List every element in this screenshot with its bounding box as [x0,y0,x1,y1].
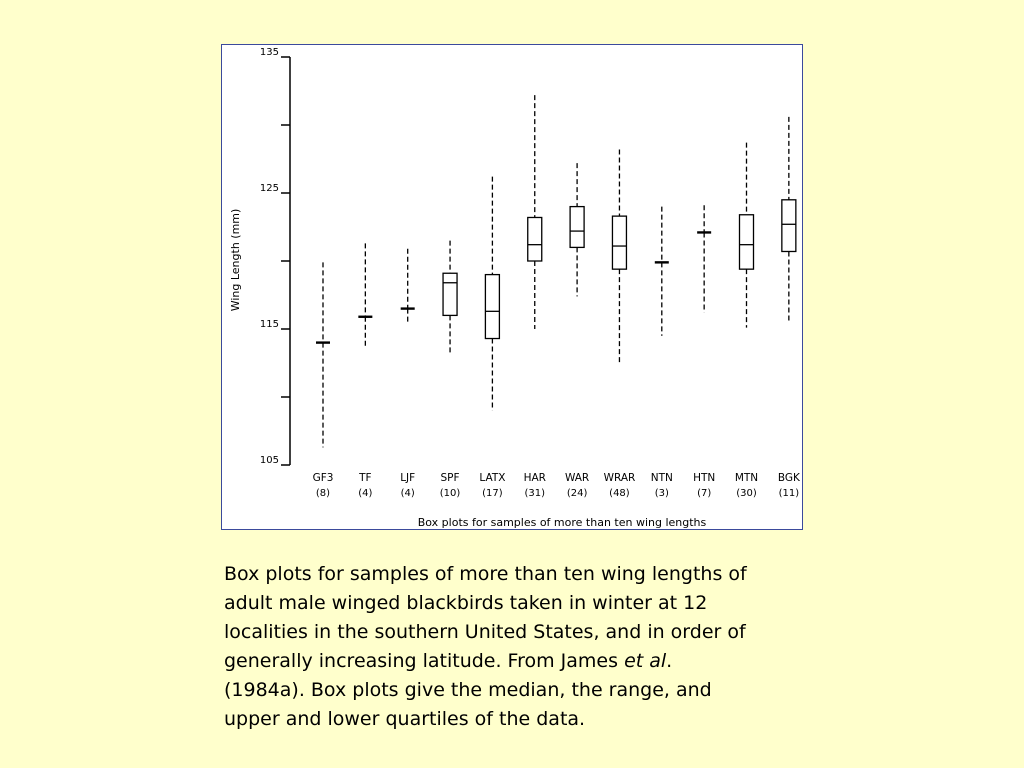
category-label: HAR [523,472,546,484]
sample-size-label: (48) [609,488,630,499]
box-iqr [570,207,584,248]
sample-size-label: (10) [439,488,461,499]
category-label: MTN [734,472,759,484]
caption-line [224,647,814,676]
y-tick-label: 115 [259,319,279,330]
y-tick-label: 105 [259,455,279,466]
box-iqr [782,200,796,252]
sample-size-label: (24) [566,488,588,499]
sample-size-label: (30) [736,488,757,499]
category-label: GF3 [312,472,334,484]
y-axis-label: Wing Length (mm) [229,208,242,312]
sample-size-label: (31) [524,488,546,499]
category-label: SPF [440,472,460,484]
caption-line: Box plots for samples of more than ten wing lengths of [224,563,747,585]
box-iqr [612,216,626,269]
box-iqr [740,215,754,269]
category-label: HTN [693,472,716,484]
chart-panel [221,44,803,530]
chart-title: Box plots for samples of more than ten wing lengths [417,516,707,529]
category-label: TF [359,472,372,484]
sample-size-label: (17) [482,488,503,499]
box-iqr [485,275,499,339]
category-label: BGK [777,472,800,484]
sample-size-label: (11) [778,488,800,499]
category-label: LATX [479,472,506,484]
category-label: WRAR [603,472,636,484]
caption-line: localities in the southern United States, and in order of [224,621,746,643]
category-label: NTN [650,472,673,484]
caption-italic: et al [624,650,667,672]
category-label: LJF [400,472,416,484]
category-label: WAR [564,472,590,484]
caption-text: . [666,650,673,672]
sample-size-label: (4) [400,488,415,499]
sample-size-label: (7) [697,488,712,499]
caption-line: (1984a). Box plots give the median, the range, and [224,679,712,701]
caption-line: adult male winged blackbirds taken in winter at 12 [224,592,708,614]
figure-caption [224,560,814,734]
caption-line: upper and lower quartiles of the data. [224,708,586,730]
sample-size-label: (4) [358,488,373,499]
box-iqr [443,273,457,315]
y-tick-label: 125 [259,183,279,194]
caption-text: generally increasing latitude. From James [224,650,625,672]
box-iqr [528,217,542,261]
sample-size-label: (8) [315,488,331,499]
y-tick-label: 135 [259,47,279,58]
box-plot-chart [222,45,804,531]
sample-size-label: (3) [654,488,669,499]
